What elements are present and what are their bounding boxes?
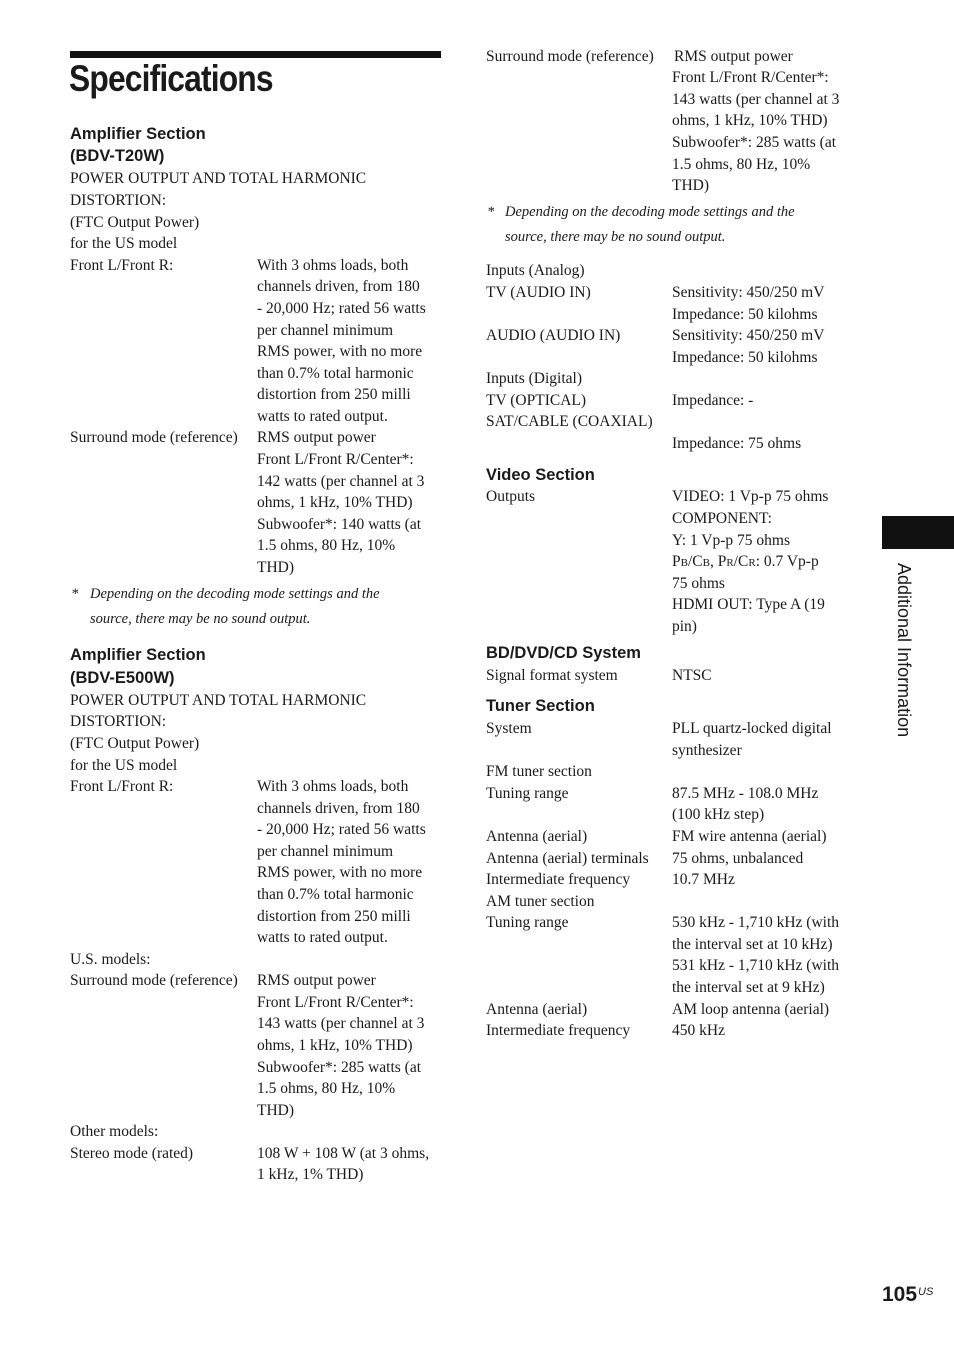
spec-value-line: 1.5 ohms, 80 Hz, 10%: [257, 537, 396, 554]
spec-value-line: 143 watts (per channel at 3: [257, 1015, 425, 1032]
spec-label-tv-optical: TV (OPTICAL): [486, 392, 587, 409]
spec-label-front: Front L/Front R:: [70, 778, 174, 795]
spec-value-line: distortion from 250 milli: [257, 908, 411, 925]
spec-label-signal-format: Signal format system: [486, 667, 618, 684]
spec-value-line: 450 kHz: [672, 1022, 725, 1039]
spec-value-line: (100 kHz step): [672, 806, 765, 823]
spec-value-line: AM loop antenna (aerial): [672, 1001, 830, 1018]
spec-value-line: 531 kHz - 1,710 kHz (with: [672, 957, 840, 974]
spec-label-fm-if: Intermediate frequency: [486, 871, 631, 888]
spec-value-line: With 3 ohms loads, both: [257, 778, 409, 795]
spec-value-line: Subwoofer*: 285 watts (at: [257, 1059, 422, 1076]
spec-value-line: RMS power, with no more: [257, 343, 423, 360]
spec-label: for the US model: [70, 235, 178, 252]
section-heading-model-t20w: (BDV-T20W): [70, 147, 165, 165]
spec-label-other-models: Other models:: [70, 1123, 159, 1140]
page-number: 105: [882, 1283, 918, 1306]
title-rule: [70, 51, 441, 58]
spec-value-line: pin): [672, 618, 697, 635]
footnote-mark: *: [487, 204, 495, 220]
spec-value-line: Subwoofer*: 140 watts (at: [257, 516, 422, 533]
page-number-suffix: US: [918, 1286, 934, 1298]
spec-value-line: COMPONENT:: [672, 510, 772, 527]
spec-value-line: per channel minimum: [257, 843, 394, 860]
spec-value-line: synthesizer: [672, 742, 742, 759]
spec-value-line: Impedance: 50 kilohms: [672, 349, 818, 366]
page-title: Specifications: [69, 58, 273, 99]
spec-value-line: Front L/Front R/Center*:: [672, 69, 829, 86]
spec-label: for the US model: [70, 757, 178, 774]
spec-label: (FTC Output Power): [70, 735, 200, 752]
spec-value-line: 1.5 ohms, 80 Hz, 10%: [672, 156, 811, 173]
spec-value-line: 143 watts (per channel at 3: [672, 91, 840, 108]
spec-value-line: Impedance: 75 ohms: [672, 435, 802, 452]
spec-label-surround: Surround mode (reference): [70, 972, 238, 989]
spec-value-line: Y: 1 Vp-p 75 ohms: [672, 532, 790, 549]
footnote-line: Depending on the decoding mode settings and the: [90, 586, 380, 602]
spec-value-line: VIDEO: 1 Vp-p 75 ohms: [672, 488, 829, 505]
spec-label-audio-in: AUDIO (AUDIO IN): [486, 327, 621, 344]
spec-label-fm-tuning: Tuning range: [486, 785, 569, 802]
footnote-mark: *: [71, 586, 79, 602]
spec-value-line: ohms, 1 kHz, 10% THD): [257, 494, 413, 511]
spec-label-tv-audio-in: TV (AUDIO IN): [486, 284, 591, 301]
spec-value-line: RMS output power: [674, 48, 793, 65]
spec-label-fm-terminals: Antenna (aerial) terminals: [486, 850, 649, 867]
spec-value-pbpr: PB/CB, PR/CR: 0.7 Vp-p: [672, 553, 819, 570]
spec-label-system: System: [486, 720, 532, 737]
section-tab-marker: [882, 516, 954, 549]
spec-value-line: - 20,000 Hz; rated 56 watts: [257, 300, 426, 317]
footnote-line: source, there may be no sound output.: [90, 611, 311, 627]
spec-value-line: per channel minimum: [257, 322, 394, 339]
spec-value-line: RMS power, with no more: [257, 864, 423, 881]
spec-value-line: 75 ohms: [672, 575, 725, 592]
spec-value-line: HDMI OUT: Type A (19: [672, 596, 825, 613]
spec-label-front: Front L/Front R:: [70, 257, 174, 274]
spec-label-surround: Surround mode (reference): [486, 48, 654, 65]
spec-label-stereo: Stereo mode (rated): [70, 1145, 194, 1162]
section-heading-amplifier-e500w: Amplifier Section: [70, 646, 206, 664]
spec-value-line: watts to rated output.: [257, 408, 388, 425]
spec-value-line: Impedance: 50 kilohms: [672, 306, 818, 323]
section-heading-tuner: Tuner Section: [486, 697, 595, 715]
section-heading-bd-system: BD/DVD/CD System: [486, 644, 641, 662]
spec-value-line: 1.5 ohms, 80 Hz, 10%: [257, 1080, 396, 1097]
section-heading-amplifier-t20w: Amplifier Section: [70, 125, 206, 143]
spec-value-line: Sensitivity: 450/250 mV: [672, 284, 825, 301]
spec-value-line: - 20,000 Hz; rated 56 watts: [257, 821, 426, 838]
spec-value-line: NTSC: [672, 667, 712, 684]
spec-value-line: FM wire antenna (aerial): [672, 828, 827, 845]
spec-value-line: ohms, 1 kHz, 10% THD): [672, 112, 828, 129]
footnote-line: Depending on the decoding mode settings and the: [505, 204, 795, 220]
spec-value-line: distortion from 250 milli: [257, 386, 411, 403]
spec-value-line: the interval set at 9 kHz): [672, 979, 825, 996]
spec-value-line: RMS output power: [257, 972, 376, 989]
spec-value-line: Front L/Front R/Center*:: [257, 451, 414, 468]
spec-value-line: Front L/Front R/Center*:: [257, 994, 414, 1011]
spec-value-line: THD): [672, 177, 710, 194]
spec-label-fm-tuner: FM tuner section: [486, 763, 592, 780]
spec-value-line: Subwoofer*: 285 watts (at: [672, 134, 837, 151]
spec-label: POWER OUTPUT AND TOTAL HARMONIC: [70, 170, 367, 187]
spec-value-line: watts to rated output.: [257, 929, 388, 946]
section-tab-label: Additional Information: [894, 563, 914, 738]
spec-value-line: Impedance: -: [672, 392, 754, 409]
spec-label-inputs-analog: Inputs (Analog): [486, 262, 585, 279]
spec-label-inputs-digital: Inputs (Digital): [486, 370, 582, 387]
spec-value-line: 108 W + 108 W (at 3 ohms,: [257, 1145, 430, 1162]
spec-value-line: than 0.7% total harmonic: [257, 886, 414, 903]
spec-value-line: ohms, 1 kHz, 10% THD): [257, 1037, 413, 1054]
spec-value-line: PLL quartz-locked digital: [672, 720, 832, 737]
footnote-line: source, there may be no sound output.: [505, 229, 726, 245]
section-heading-video: Video Section: [486, 466, 595, 484]
spec-value-line: than 0.7% total harmonic: [257, 365, 414, 382]
spec-label-fm-antenna: Antenna (aerial): [486, 828, 588, 845]
spec-label-outputs: Outputs: [486, 488, 536, 505]
spec-label-am-if: Intermediate frequency: [486, 1022, 631, 1039]
spec-label-surround: Surround mode (reference): [70, 429, 238, 446]
spec-label-am-tuner: AM tuner section: [486, 893, 595, 910]
spec-label-am-antenna: Antenna (aerial): [486, 1001, 588, 1018]
spec-value-line: 530 kHz - 1,710 kHz (with: [672, 914, 840, 931]
spec-value-line: THD): [257, 1102, 295, 1119]
section-heading-model-e500w: (BDV-E500W): [70, 669, 175, 687]
spec-value-line: 10.7 MHz: [672, 871, 735, 888]
spec-value-line: channels driven, from 180: [257, 800, 420, 817]
spec-label: (FTC Output Power): [70, 214, 200, 231]
spec-value-line: THD): [257, 559, 295, 576]
spec-label: DISTORTION:: [70, 192, 167, 209]
spec-value-line: 1 kHz, 1% THD): [257, 1166, 364, 1183]
spec-value-line: Sensitivity: 450/250 mV: [672, 327, 825, 344]
spec-value-line: 87.5 MHz - 108.0 MHz: [672, 785, 819, 802]
spec-value-line: 75 ohms, unbalanced: [672, 850, 804, 867]
spec-value-line: channels driven, from 180: [257, 278, 420, 295]
spec-value-line: With 3 ohms loads, both: [257, 257, 409, 274]
spec-value-line: RMS output power: [257, 429, 376, 446]
spec-label: DISTORTION:: [70, 713, 167, 730]
spec-label-sat-cable: SAT/CABLE (COAXIAL): [486, 413, 653, 430]
spec-label: POWER OUTPUT AND TOTAL HARMONIC: [70, 692, 367, 709]
spec-label-am-tuning: Tuning range: [486, 914, 569, 931]
spec-value-line: 142 watts (per channel at 3: [257, 473, 425, 490]
spec-label-us-models: U.S. models:: [70, 951, 151, 968]
spec-value-line: the interval set at 10 kHz): [672, 936, 833, 953]
